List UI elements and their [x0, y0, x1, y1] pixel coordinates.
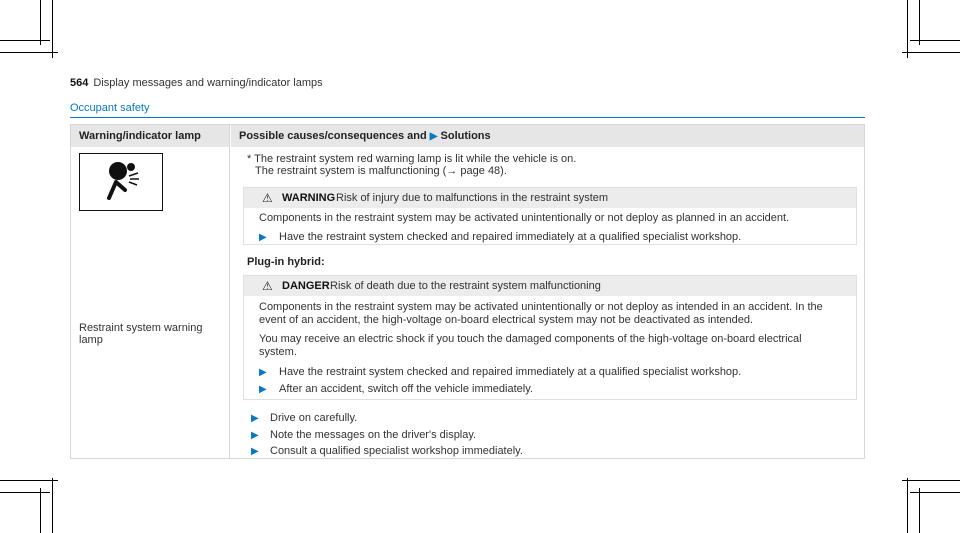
list-item: Drive on carefully. [270, 412, 358, 424]
danger-box-header [244, 276, 856, 296]
danger-body-line1: Components in the restraint system may be activated unintentionally or not deploy as intended in an accident. In the [259, 301, 823, 313]
section-title: Occupant safety [70, 102, 150, 114]
column-header-causes-text: Possible causes/consequences and [239, 130, 427, 142]
danger-title: Risk of death due to the restraint system malfunctioning [330, 280, 601, 292]
crop-mark [910, 492, 960, 493]
page-number: 564 [70, 77, 89, 89]
arrow-right-icon: ▶ [429, 131, 438, 142]
arrow-right-icon: ▶ [251, 446, 259, 457]
danger-box [243, 275, 857, 400]
warning-box-header [244, 188, 856, 208]
column-header-causes [231, 125, 864, 147]
warning-step: Have the restraint system checked and repaired immediately at a qualified specialist workshop. [279, 231, 742, 243]
column-header-lamp: Warning/indicator lamp [71, 125, 229, 147]
crop-mark [902, 52, 960, 53]
crop-mark [919, 488, 920, 533]
arrow-right-icon: ▶ [251, 430, 259, 441]
warning-triangle-icon: ⚠ [262, 191, 273, 205]
list-item: Note the messages on the driver's display. [270, 429, 477, 441]
crop-mark [910, 40, 960, 41]
crop-mark [0, 52, 58, 53]
arrow-right-icon: ▶ [259, 367, 267, 378]
warning-box [243, 187, 857, 245]
arrow-right-icon: ▶ [259, 384, 267, 395]
airbag-occupant-icon [79, 153, 163, 211]
danger-body-line2: event of an accident, the high-voltage on-board electrical system may not be deactivated as intended. [259, 314, 754, 326]
crop-mark [52, 0, 53, 58]
warning-title: Risk of injury due to malfunctions in the restraint system [336, 192, 609, 204]
danger-label: DANGER [282, 280, 330, 292]
warning-label: WARNING [282, 192, 336, 204]
lamp-label: Restraint system warning lamp [79, 322, 203, 346]
crop-mark [0, 492, 50, 493]
crop-mark [902, 480, 960, 481]
cause-text-line2: The restraint system is malfunctioning (→ page 48). [255, 165, 507, 177]
page-title: Display messages and warning/indicator lamps [93, 77, 323, 89]
crop-mark [40, 488, 41, 533]
arrow-right-icon: ▶ [251, 413, 259, 424]
danger-body-line4: system. [259, 346, 297, 358]
crop-mark [52, 478, 53, 533]
arrow-right-icon: ▶ [259, 232, 267, 243]
crop-mark [907, 0, 908, 58]
danger-step-2: After an accident, switch off the vehicle immediately. [279, 383, 533, 395]
list-item: Consult a qualified specialist workshop immediately. [270, 445, 523, 457]
crop-mark [907, 478, 908, 533]
column-divider [229, 125, 230, 458]
section-divider [70, 117, 865, 118]
page-reference-link[interactable]: → page 48). [446, 165, 507, 177]
warning-body: Components in the restraint system may be activated unintentionally or not deploy as planned in an accident. [259, 212, 790, 224]
danger-step-1: Have the restraint system checked and repaired immediately at a qualified specialist workshop. [279, 366, 742, 378]
cause-text-line1: * The restraint system red warning lamp is lit while the vehicle is on. [247, 153, 577, 165]
column-header-solutions-text: Solutions [440, 130, 491, 142]
danger-body-line3: You may receive an electric shock if you touch the damaged components of the high-voltage on-board electrical [259, 333, 802, 345]
warning-triangle-icon: ⚠ [262, 279, 273, 293]
warning-lamp-table [70, 124, 865, 459]
page-header [70, 77, 323, 89]
crop-mark [0, 40, 50, 41]
crop-mark [919, 0, 920, 45]
crop-mark [0, 480, 58, 481]
crop-mark [40, 0, 41, 45]
plugin-hybrid-title: Plug-in hybrid: [247, 256, 325, 268]
